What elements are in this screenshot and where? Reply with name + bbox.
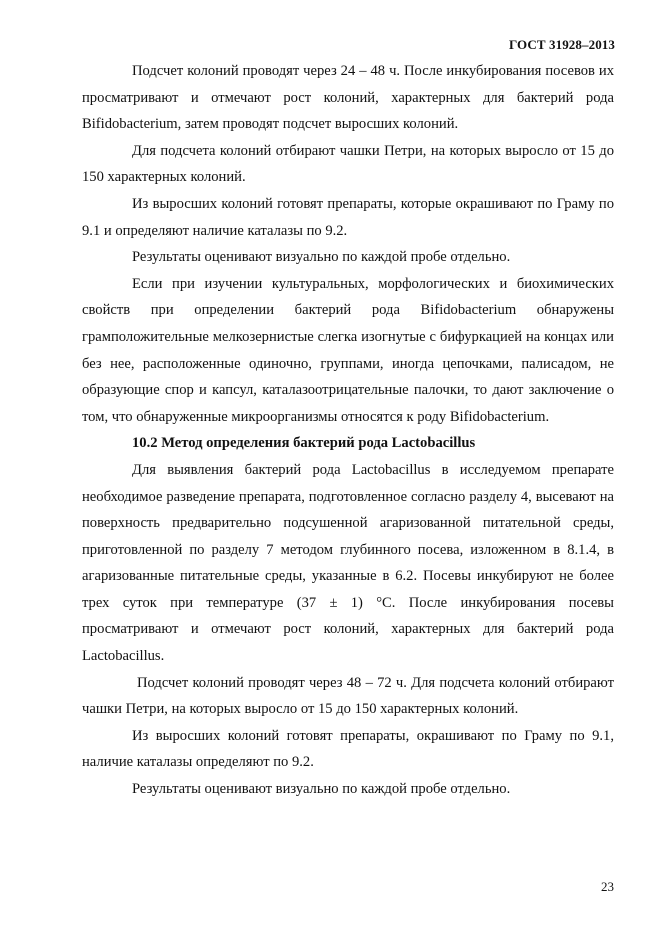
paragraph-gram-stain-bifido: Из выросших колоний готовят препараты, которые окрашивают по Граму по 9.1 и определяют наличие каталазы по 9.2. xyxy=(82,195,614,239)
paragraph-results-bifido: Результаты оценивают визуально по каждой пробе отдельно. xyxy=(132,249,511,266)
paragraph-results-lacto: Результаты оценивают визуально по каждой пробе отдельно. xyxy=(132,781,511,798)
paragraph-conclusion-bifido: Если при изучении культуральных, морфологических и биохимических свойств при определении бактерий рода Bifidobacterium обнаружены грамположительные мелкозернистые слегка изогнутые с бифуркацией на концах или без нее, расположенные одиночно, группами, иногда цепочками, палисадом, не образующие спор и капсул, каталазоотрицательные палочки, то дают заключение о том, что обнаруженные микроорганизмы относятся к роду Bifidobacterium. xyxy=(82,275,614,425)
page-number: 23 xyxy=(601,879,614,894)
paragraph-colony-count-lacto: Подсчет колоний проводят через 48 – 72 ч. Для подсчета колоний отбирают чашки Петри, на которых выросло от 15 до 150 характерных колоний. xyxy=(82,674,614,718)
paragraph-petri-selection-bifido: Для подсчета колоний отбирают чашки Петри, на которых выросло от 15 до 150 характерных колоний. xyxy=(82,142,614,186)
document-header-id: ГОСТ 31928–2013 xyxy=(508,37,615,52)
paragraph-colony-count-bifido: Подсчет колоний проводят через 24 – 48 ч. После инкубирования посевов их просматривают и отмечают рост колоний, характерных для бактерий рода Bifidobacterium, затем проводят подсчет выросших колоний. xyxy=(82,63,614,133)
paragraph-gram-stain-lacto: Из выросших колоний готовят препараты, окрашивают по Граму по 9.1, наличие каталазы определяют по 9.2. xyxy=(82,727,614,771)
paragraph-detection-lacto: Для выявления бактерий рода Lactobacillus в исследуемом препарате необходимое разведение препарата, подготовленное согласно разделу 4, высевают на поверхность предварительно подсушенной агаризованной питательной среды, приготовленной по разделу 7 методом глубинного посева, изложенном в 8.1.4, в агаризованные питательные среды, указанные в 6.2. Посевы инкубируют не более трех суток при температуре (37 ± 1) °С. После инкубирования посевы просматривают и отмечают рост колоний, характерных для бактерий рода Lactobacillus. xyxy=(82,461,614,665)
document-body xyxy=(82,58,614,803)
section-heading-10-2: 10.2 Метод определения бактерий рода Lactobacillus xyxy=(132,435,476,452)
